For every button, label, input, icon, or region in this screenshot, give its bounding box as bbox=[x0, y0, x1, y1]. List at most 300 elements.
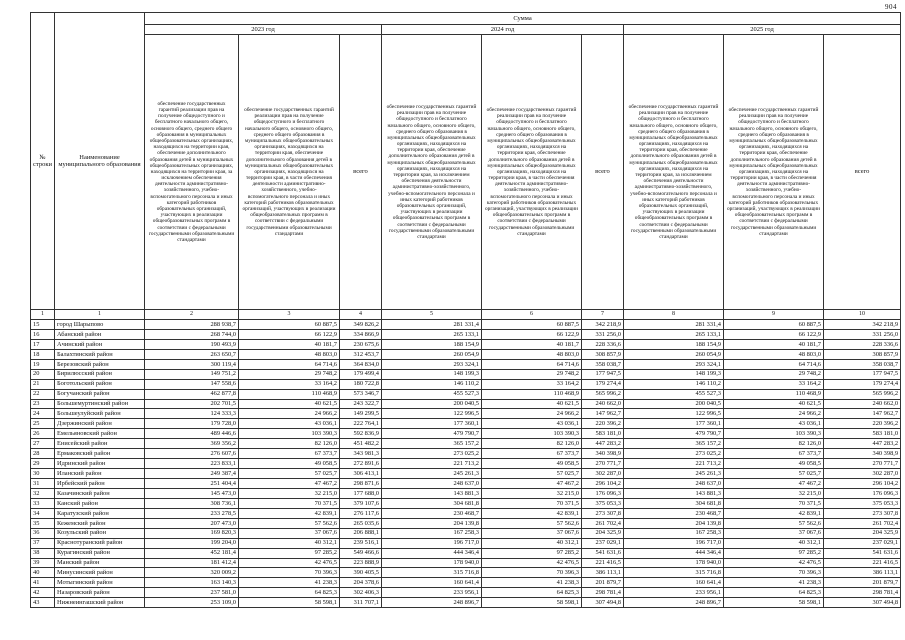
table-row bbox=[31, 409, 901, 419]
value-2024-a-cell: 196 717,0 bbox=[382, 538, 482, 548]
row-number-cell: 20 bbox=[31, 369, 55, 379]
table-row bbox=[31, 498, 901, 508]
total-2025-cell: 177 947,5 bbox=[824, 369, 901, 379]
value-2025-b-cell: 43 036,1 bbox=[724, 419, 824, 429]
value-2023-a-cell: 147 558,6 bbox=[145, 379, 239, 389]
municipality-name-cell: Большемуртинский район bbox=[55, 399, 145, 409]
total-2025-cell: 358 038,7 bbox=[824, 359, 901, 369]
row-number-cell: 23 bbox=[31, 399, 55, 409]
total-2025-cell: 176 096,3 bbox=[824, 488, 901, 498]
municipality-name-cell: Ермаковский район bbox=[55, 449, 145, 459]
column-numbers-row bbox=[31, 310, 901, 320]
value-2023-b-cell: 41 238,3 bbox=[239, 578, 340, 588]
value-2024-b-cell: 40 312,1 bbox=[482, 538, 582, 548]
total-2025-cell: 237 029,1 bbox=[824, 538, 901, 548]
value-2025-b-cell: 42 476,5 bbox=[724, 558, 824, 568]
value-2025-a-cell: 122 996,5 bbox=[624, 409, 724, 419]
value-2025-b-cell: 103 390,3 bbox=[724, 429, 824, 439]
row-number-cell: 15 bbox=[31, 320, 55, 330]
value-2024-b-cell: 37 067,6 bbox=[482, 528, 582, 538]
row-number-cell: 16 bbox=[31, 329, 55, 339]
value-2023-a-cell: 268 744,0 bbox=[145, 329, 239, 339]
value-2025-a-cell: 479 790,7 bbox=[624, 429, 724, 439]
value-2025-a-cell: 265 133,1 bbox=[624, 329, 724, 339]
table-row bbox=[31, 578, 901, 588]
header-total-2024: всего bbox=[582, 35, 624, 310]
total-2024-cell: 228 336,6 bbox=[582, 339, 624, 349]
value-2024-b-cell: 66 122,9 bbox=[482, 329, 582, 339]
table-row bbox=[31, 508, 901, 518]
total-2024-cell: 342 218,9 bbox=[582, 320, 624, 330]
value-2025-b-cell: 110 468,9 bbox=[724, 389, 824, 399]
total-2024-cell: 583 181,0 bbox=[582, 429, 624, 439]
municipality-name-cell: Енисейский район bbox=[55, 439, 145, 449]
value-2025-a-cell: 177 360,1 bbox=[624, 419, 724, 429]
row-number-cell: 34 bbox=[31, 508, 55, 518]
value-2023-a-cell: 199 204,0 bbox=[145, 538, 239, 548]
value-2023-a-cell: 308 736,1 bbox=[145, 498, 239, 508]
value-2023-b-cell: 32 215,0 bbox=[239, 488, 340, 498]
total-2024-cell: 296 104,2 bbox=[582, 479, 624, 489]
value-2023-a-cell: 207 473,0 bbox=[145, 518, 239, 528]
value-2025-a-cell: 260 054,9 bbox=[624, 349, 724, 359]
table-row bbox=[31, 588, 901, 598]
total-2023-cell: 549 466,6 bbox=[340, 548, 382, 558]
table-row bbox=[31, 479, 901, 489]
table-row bbox=[31, 568, 901, 578]
row-number-cell: 24 bbox=[31, 409, 55, 419]
column-number: 7 bbox=[582, 310, 624, 320]
value-2024-b-cell: 29 748,2 bbox=[482, 369, 582, 379]
value-2023-b-cell: 70 371,5 bbox=[239, 498, 340, 508]
value-2023-b-cell: 103 390,3 bbox=[239, 429, 340, 439]
value-2023-b-cell: 42 476,5 bbox=[239, 558, 340, 568]
total-2024-cell: 386 113,1 bbox=[582, 568, 624, 578]
value-2024-a-cell: 293 324,1 bbox=[382, 359, 482, 369]
table-row bbox=[31, 359, 901, 369]
value-2025-a-cell: 146 110,2 bbox=[624, 379, 724, 389]
value-2025-b-cell: 32 215,0 bbox=[724, 488, 824, 498]
total-2024-cell: 201 879,7 bbox=[582, 578, 624, 588]
row-number-cell: 27 bbox=[31, 439, 55, 449]
total-2025-cell: 179 274,4 bbox=[824, 379, 901, 389]
value-2025-a-cell: 230 468,7 bbox=[624, 508, 724, 518]
row-number-cell: 19 bbox=[31, 359, 55, 369]
value-2024-b-cell: 110 468,9 bbox=[482, 389, 582, 399]
column-number: 8 bbox=[624, 310, 724, 320]
total-2025-cell: 201 879,7 bbox=[824, 578, 901, 588]
row-number-cell: 25 bbox=[31, 419, 55, 429]
value-2025-a-cell: 221 713,2 bbox=[624, 459, 724, 469]
total-2024-cell: 221 416,5 bbox=[582, 558, 624, 568]
header-year-2024: 2024 год bbox=[382, 25, 624, 35]
value-2025-b-cell: 41 238,3 bbox=[724, 578, 824, 588]
total-2025-cell: 386 113,1 bbox=[824, 568, 901, 578]
value-2025-a-cell: 167 258,3 bbox=[624, 528, 724, 538]
total-2023-cell: 364 834,0 bbox=[340, 359, 382, 369]
municipality-name-cell: Каратузский район bbox=[55, 508, 145, 518]
row-number-cell: 41 bbox=[31, 578, 55, 588]
value-2024-b-cell: 64 825,3 bbox=[482, 588, 582, 598]
value-2025-a-cell: 248 637,0 bbox=[624, 479, 724, 489]
value-2024-a-cell: 315 716,8 bbox=[382, 568, 482, 578]
value-2024-a-cell: 273 025,2 bbox=[382, 449, 482, 459]
municipality-name-cell: Казачинский район bbox=[55, 488, 145, 498]
value-2025-a-cell: 160 641,4 bbox=[624, 578, 724, 588]
value-2025-b-cell: 97 285,2 bbox=[724, 548, 824, 558]
value-2025-a-cell: 233 956,1 bbox=[624, 588, 724, 598]
column-number: 6 bbox=[482, 310, 582, 320]
table-row bbox=[31, 449, 901, 459]
municipality-name-cell: Курагинский район bbox=[55, 548, 145, 558]
value-2025-a-cell: 196 717,0 bbox=[624, 538, 724, 548]
header-desc-2025-a: обеспечение государственных гарантий реализации прав на получение общедоступного и бесплатного начального общего, основного общего, среднего общего образования в муниципальных общеобразовательных организациях, находящихся на территории края, обеспечение дополнительного образования детей в муниципальных общеобразовательных организациях, находящихся на территории края, за исключением обеспечения деятельности административно-хозяйственного, учебно-вспомогательного персонала и иных категорий работников образовательных организаций, участвующих в реализации общеобразовательных программ в соответствии с федеральными государственными образовательными стандартами bbox=[624, 35, 724, 310]
total-2024-cell: 375 053,3 bbox=[582, 498, 624, 508]
value-2024-a-cell: 245 261,3 bbox=[382, 469, 482, 479]
value-2024-a-cell: 230 468,7 bbox=[382, 508, 482, 518]
total-2024-cell: 298 781,4 bbox=[582, 588, 624, 598]
municipality-name-cell: Боготольский район bbox=[55, 379, 145, 389]
table-row bbox=[31, 389, 901, 399]
total-2023-cell: 349 826,2 bbox=[340, 320, 382, 330]
total-2023-cell: 230 675,6 bbox=[340, 339, 382, 349]
row-number-cell: 33 bbox=[31, 498, 55, 508]
total-2024-cell: 261 702,4 bbox=[582, 518, 624, 528]
value-2024-b-cell: 24 966,2 bbox=[482, 409, 582, 419]
value-2023-a-cell: 202 701,5 bbox=[145, 399, 239, 409]
value-2025-b-cell: 82 126,0 bbox=[724, 439, 824, 449]
total-2023-cell: 222 764,1 bbox=[340, 419, 382, 429]
value-2025-b-cell: 33 164,2 bbox=[724, 379, 824, 389]
municipality-name-cell: Ачинский район bbox=[55, 339, 145, 349]
value-2023-b-cell: 37 067,6 bbox=[239, 528, 340, 538]
total-2023-cell: 276 117,6 bbox=[340, 508, 382, 518]
value-2025-b-cell: 48 803,0 bbox=[724, 349, 824, 359]
row-number-cell: 42 bbox=[31, 588, 55, 598]
total-2025-cell: 296 104,2 bbox=[824, 479, 901, 489]
value-2024-b-cell: 70 371,5 bbox=[482, 498, 582, 508]
table-row bbox=[31, 320, 901, 330]
total-2025-cell: 228 336,6 bbox=[824, 339, 901, 349]
value-2023-a-cell: 181 412,4 bbox=[145, 558, 239, 568]
value-2024-a-cell: 188 154,9 bbox=[382, 339, 482, 349]
budget-table bbox=[30, 12, 901, 608]
total-2023-cell: 573 346,7 bbox=[340, 389, 382, 399]
value-2024-b-cell: 40 621,5 bbox=[482, 399, 582, 409]
total-2023-cell: 177 688,0 bbox=[340, 488, 382, 498]
value-2023-b-cell: 58 598,1 bbox=[239, 598, 340, 608]
municipality-name-cell: Абанский район bbox=[55, 329, 145, 339]
value-2025-b-cell: 64 714,6 bbox=[724, 359, 824, 369]
value-2024-b-cell: 70 396,3 bbox=[482, 568, 582, 578]
table-row bbox=[31, 369, 901, 379]
value-2023-a-cell: 369 356,2 bbox=[145, 439, 239, 449]
total-2023-cell: 223 888,9 bbox=[340, 558, 382, 568]
total-2025-cell: 204 325,9 bbox=[824, 528, 901, 538]
value-2024-a-cell: 178 940,0 bbox=[382, 558, 482, 568]
municipality-name-cell: Ирбейский район bbox=[55, 479, 145, 489]
row-number-cell: 38 bbox=[31, 548, 55, 558]
total-2025-cell: 270 771,7 bbox=[824, 459, 901, 469]
value-2024-b-cell: 58 598,1 bbox=[482, 598, 582, 608]
value-2023-a-cell: 223 833,1 bbox=[145, 459, 239, 469]
total-2024-cell: 307 494,8 bbox=[582, 598, 624, 608]
value-2023-a-cell: 300 119,4 bbox=[145, 359, 239, 369]
table-row bbox=[31, 339, 901, 349]
value-2025-a-cell: 204 139,8 bbox=[624, 518, 724, 528]
total-2024-cell: 273 307,8 bbox=[582, 508, 624, 518]
value-2025-b-cell: 70 371,5 bbox=[724, 498, 824, 508]
table-row bbox=[31, 598, 901, 608]
value-2025-b-cell: 60 887,5 bbox=[724, 320, 824, 330]
total-2025-cell: 240 662,0 bbox=[824, 399, 901, 409]
value-2023-b-cell: 57 562,6 bbox=[239, 518, 340, 528]
row-number-cell: 26 bbox=[31, 429, 55, 439]
value-2025-a-cell: 315 716,8 bbox=[624, 568, 724, 578]
value-2025-b-cell: 29 748,2 bbox=[724, 369, 824, 379]
row-number-cell: 17 bbox=[31, 339, 55, 349]
value-2024-a-cell: 248 896,7 bbox=[382, 598, 482, 608]
value-2023-b-cell: 67 373,7 bbox=[239, 449, 340, 459]
municipality-name-cell: Козульский район bbox=[55, 528, 145, 538]
column-number: 9 bbox=[724, 310, 824, 320]
value-2025-b-cell: 40 621,5 bbox=[724, 399, 824, 409]
total-2024-cell: 204 325,9 bbox=[582, 528, 624, 538]
value-2024-a-cell: 221 713,2 bbox=[382, 459, 482, 469]
value-2024-b-cell: 41 238,3 bbox=[482, 578, 582, 588]
total-2025-cell: 583 181,0 bbox=[824, 429, 901, 439]
value-2024-b-cell: 57 562,6 bbox=[482, 518, 582, 528]
total-2025-cell: 298 781,4 bbox=[824, 588, 901, 598]
total-2023-cell: 298 871,6 bbox=[340, 479, 382, 489]
value-2025-b-cell: 67 373,7 bbox=[724, 449, 824, 459]
total-2023-cell: 206 888,1 bbox=[340, 528, 382, 538]
municipality-name-cell: Балахтинский район bbox=[55, 349, 145, 359]
table-row bbox=[31, 329, 901, 339]
value-2023-b-cell: 40 181,7 bbox=[239, 339, 340, 349]
column-number: 3 bbox=[239, 310, 340, 320]
row-number-cell: 29 bbox=[31, 459, 55, 469]
municipality-name-cell: Березовский район bbox=[55, 359, 145, 369]
total-2025-cell: 221 416,5 bbox=[824, 558, 901, 568]
value-2024-a-cell: 248 637,0 bbox=[382, 479, 482, 489]
total-2023-cell: 204 378,6 bbox=[340, 578, 382, 588]
value-2024-a-cell: 260 054,9 bbox=[382, 349, 482, 359]
value-2023-b-cell: 40 621,5 bbox=[239, 399, 340, 409]
value-2025-b-cell: 66 122,9 bbox=[724, 329, 824, 339]
value-2024-a-cell: 200 040,5 bbox=[382, 399, 482, 409]
value-2024-a-cell: 265 133,1 bbox=[382, 329, 482, 339]
value-2023-a-cell: 251 404,4 bbox=[145, 479, 239, 489]
table-body bbox=[31, 320, 901, 608]
value-2024-b-cell: 97 285,2 bbox=[482, 548, 582, 558]
row-number-cell: 36 bbox=[31, 528, 55, 538]
table-row bbox=[31, 419, 901, 429]
table-row bbox=[31, 459, 901, 469]
municipality-name-cell: Бирилюсский район bbox=[55, 369, 145, 379]
value-2024-a-cell: 160 641,4 bbox=[382, 578, 482, 588]
municipality-name-cell: город Шарыпово bbox=[55, 320, 145, 330]
table-row bbox=[31, 439, 901, 449]
table-row bbox=[31, 528, 901, 538]
header-desc-2024-a: обеспечение государственных гарантий реализации прав на получение общедоступного и бесплатного начального общего, основного общего, среднего общего образования в муниципальных общеобразовательных организациях, находящихся на территории края, обеспечение дополнительного образования детей в муниципальных общеобразовательных организациях, находящихся на территории края, за исключением обеспечения деятельности административно-хозяйственного, учебно-вспомогательного персонала и иных категорий работников образовательных организаций, участвующих в реализации общеобразовательных программ в соответствии с федеральными государственными образовательными стандартами bbox=[382, 35, 482, 310]
row-number-cell: 35 bbox=[31, 518, 55, 528]
value-2024-a-cell: 281 331,4 bbox=[382, 320, 482, 330]
total-2023-cell: 334 866,9 bbox=[340, 329, 382, 339]
value-2023-b-cell: 64 714,6 bbox=[239, 359, 340, 369]
total-2025-cell: 273 307,8 bbox=[824, 508, 901, 518]
total-2025-cell: 261 702,4 bbox=[824, 518, 901, 528]
header-municipality-name: Наименование муниципального образования bbox=[55, 13, 145, 310]
value-2024-b-cell: 103 390,3 bbox=[482, 429, 582, 439]
row-number-cell: 18 bbox=[31, 349, 55, 359]
value-2023-b-cell: 82 126,0 bbox=[239, 439, 340, 449]
row-number-cell: 30 bbox=[31, 469, 55, 479]
value-2023-a-cell: 288 938,7 bbox=[145, 320, 239, 330]
municipality-name-cell: Кежемский район bbox=[55, 518, 145, 528]
value-2023-a-cell: 145 473,0 bbox=[145, 488, 239, 498]
total-2023-cell: 451 482,2 bbox=[340, 439, 382, 449]
total-2025-cell: 307 494,8 bbox=[824, 598, 901, 608]
municipality-name-cell: Нижнеингашский район bbox=[55, 598, 145, 608]
table-row bbox=[31, 538, 901, 548]
value-2023-a-cell: 320 009,2 bbox=[145, 568, 239, 578]
value-2023-b-cell: 40 312,1 bbox=[239, 538, 340, 548]
value-2023-a-cell: 452 181,4 bbox=[145, 548, 239, 558]
total-2025-cell: 302 287,0 bbox=[824, 469, 901, 479]
total-2023-cell: 149 299,5 bbox=[340, 409, 382, 419]
value-2023-b-cell: 66 122,9 bbox=[239, 329, 340, 339]
row-number-cell: 28 bbox=[31, 449, 55, 459]
value-2024-b-cell: 47 467,2 bbox=[482, 479, 582, 489]
value-2025-b-cell: 47 467,2 bbox=[724, 479, 824, 489]
header-desc-2023-b: обеспечение государственных гарантий реализации прав на получение общедоступного и бесплатного начального общего, основного общего, среднего общего образования в муниципальных общеобразовательных организациях, находящихся на территории края, обеспечение дополнительного образования детей в муниципальных общеобразовательных организациях, находящихся на территории края, в части обеспечения деятельности административно-хозяйственного, учебно-вспомогательного персонала и иных категорий работников образовательных организаций, участвующих в реализации общеобразовательных программ в соответствии с федеральными государственными образовательными стандартами bbox=[239, 35, 340, 310]
value-2024-a-cell: 167 258,3 bbox=[382, 528, 482, 538]
value-2023-a-cell: 263 650,7 bbox=[145, 349, 239, 359]
table-row bbox=[31, 488, 901, 498]
value-2025-a-cell: 281 331,4 bbox=[624, 320, 724, 330]
total-2025-cell: 447 283,2 bbox=[824, 439, 901, 449]
total-2025-cell: 220 396,2 bbox=[824, 419, 901, 429]
value-2025-b-cell: 42 839,1 bbox=[724, 508, 824, 518]
table-row bbox=[31, 379, 901, 389]
header-sum: Сумма bbox=[145, 13, 901, 25]
row-number-cell: 31 bbox=[31, 479, 55, 489]
value-2023-b-cell: 110 468,9 bbox=[239, 389, 340, 399]
value-2024-b-cell: 48 803,0 bbox=[482, 349, 582, 359]
total-2025-cell: 147 962,7 bbox=[824, 409, 901, 419]
row-number-cell: 37 bbox=[31, 538, 55, 548]
total-2023-cell: 179 499,4 bbox=[340, 369, 382, 379]
value-2024-b-cell: 49 058,5 bbox=[482, 459, 582, 469]
row-number-cell: 43 bbox=[31, 598, 55, 608]
total-2025-cell: 331 256,0 bbox=[824, 329, 901, 339]
header-desc-2025-b: обеспечение государственных гарантий реализации прав на получение общедоступного и бесплатного начального общего, основного общего, среднего общего образования в муниципальных общеобразовательных организациях, находящихся на территории края, обеспечение дополнительного образования детей в муниципальных общеобразовательных организациях, находящихся на территории края, в части обеспечения деятельности административно-хозяйственного, учебно-вспомогательного персонала и иных категорий работников образовательных организаций, участвующих в реализации общеобразовательных программ в соответствии с федеральными государственными образовательными стандартами bbox=[724, 35, 824, 310]
total-2024-cell: 565 996,2 bbox=[582, 389, 624, 399]
value-2024-a-cell: 122 996,5 bbox=[382, 409, 482, 419]
total-2024-cell: 270 771,7 bbox=[582, 459, 624, 469]
value-2023-b-cell: 57 025,7 bbox=[239, 469, 340, 479]
total-2023-cell: 312 453,7 bbox=[340, 349, 382, 359]
total-2023-cell: 272 891,6 bbox=[340, 459, 382, 469]
table-row bbox=[31, 399, 901, 409]
total-2024-cell: 302 287,0 bbox=[582, 469, 624, 479]
column-number: 1 bbox=[31, 310, 55, 320]
municipality-name-cell: Минусинский район bbox=[55, 568, 145, 578]
municipality-name-cell: Манский район bbox=[55, 558, 145, 568]
row-number-cell: 32 bbox=[31, 488, 55, 498]
value-2025-b-cell: 57 562,6 bbox=[724, 518, 824, 528]
value-2023-a-cell: 190 493,9 bbox=[145, 339, 239, 349]
total-2025-cell: 375 053,3 bbox=[824, 498, 901, 508]
value-2025-b-cell: 58 598,1 bbox=[724, 598, 824, 608]
value-2025-b-cell: 40 312,1 bbox=[724, 538, 824, 548]
value-2023-b-cell: 43 036,1 bbox=[239, 419, 340, 429]
total-2023-cell: 302 406,3 bbox=[340, 588, 382, 598]
value-2024-b-cell: 64 714,6 bbox=[482, 359, 582, 369]
table-row bbox=[31, 518, 901, 528]
value-2025-b-cell: 64 825,3 bbox=[724, 588, 824, 598]
value-2023-a-cell: 249 387,4 bbox=[145, 469, 239, 479]
value-2023-b-cell: 47 467,2 bbox=[239, 479, 340, 489]
value-2024-a-cell: 204 139,8 bbox=[382, 518, 482, 528]
column-number: 1 bbox=[55, 310, 145, 320]
header-total-2023: всего bbox=[340, 35, 382, 310]
header-year-2023: 2023 год bbox=[145, 25, 382, 35]
value-2024-a-cell: 143 881,3 bbox=[382, 488, 482, 498]
header-desc-2023-a: обеспечение государственных гарантий реализации прав на получение общедоступного и бесплатного начального общего, основного общего, среднего общего образования в муниципальных общеобразовательных организациях, находящихся на территории края, обеспечение дополнительного образования детей в муниципальных общеобразовательных организациях, находящихся на территории края, за исключением обеспечения деятельности административно-хозяйственного, учебно-вспомогательного персонала и иных категорий работников образовательных организаций, участвующих в реализации общеобразовательных программ в соответствии с федеральными государственными образовательными стандартами bbox=[145, 35, 239, 310]
value-2023-a-cell: 276 607,6 bbox=[145, 449, 239, 459]
total-2023-cell: 306 413,1 bbox=[340, 469, 382, 479]
value-2025-a-cell: 200 040,5 bbox=[624, 399, 724, 409]
value-2024-a-cell: 233 956,1 bbox=[382, 588, 482, 598]
header-row-number: № строки bbox=[31, 13, 55, 310]
total-2025-cell: 340 398,9 bbox=[824, 449, 901, 459]
value-2023-b-cell: 33 164,2 bbox=[239, 379, 340, 389]
value-2024-b-cell: 57 025,7 bbox=[482, 469, 582, 479]
value-2023-a-cell: 179 728,0 bbox=[145, 419, 239, 429]
municipality-name-cell: Назаровский район bbox=[55, 588, 145, 598]
value-2025-a-cell: 304 681,8 bbox=[624, 498, 724, 508]
value-2023-a-cell: 489 446,6 bbox=[145, 429, 239, 439]
total-2023-cell: 180 722,8 bbox=[340, 379, 382, 389]
value-2023-a-cell: 237 581,0 bbox=[145, 588, 239, 598]
value-2023-b-cell: 42 839,1 bbox=[239, 508, 340, 518]
value-2023-b-cell: 64 825,3 bbox=[239, 588, 340, 598]
row-number-cell: 21 bbox=[31, 379, 55, 389]
total-2025-cell: 541 631,6 bbox=[824, 548, 901, 558]
municipality-name-cell: Идринский район bbox=[55, 459, 145, 469]
municipality-name-cell: Краснотуранский район bbox=[55, 538, 145, 548]
value-2025-a-cell: 188 154,9 bbox=[624, 339, 724, 349]
value-2024-a-cell: 479 790,7 bbox=[382, 429, 482, 439]
value-2025-b-cell: 49 058,5 bbox=[724, 459, 824, 469]
municipality-name-cell: Иланский район bbox=[55, 469, 145, 479]
value-2024-b-cell: 40 181,7 bbox=[482, 339, 582, 349]
value-2024-a-cell: 148 199,3 bbox=[382, 369, 482, 379]
total-2023-cell: 311 707,1 bbox=[340, 598, 382, 608]
value-2023-a-cell: 149 751,2 bbox=[145, 369, 239, 379]
total-2024-cell: 237 029,1 bbox=[582, 538, 624, 548]
value-2025-b-cell: 57 025,7 bbox=[724, 469, 824, 479]
municipality-name-cell: Богучанский район bbox=[55, 389, 145, 399]
table-header bbox=[31, 13, 901, 320]
value-2024-a-cell: 146 110,2 bbox=[382, 379, 482, 389]
total-2024-cell: 331 256,0 bbox=[582, 329, 624, 339]
table-row bbox=[31, 548, 901, 558]
value-2023-b-cell: 49 058,5 bbox=[239, 459, 340, 469]
value-2024-b-cell: 82 126,0 bbox=[482, 439, 582, 449]
